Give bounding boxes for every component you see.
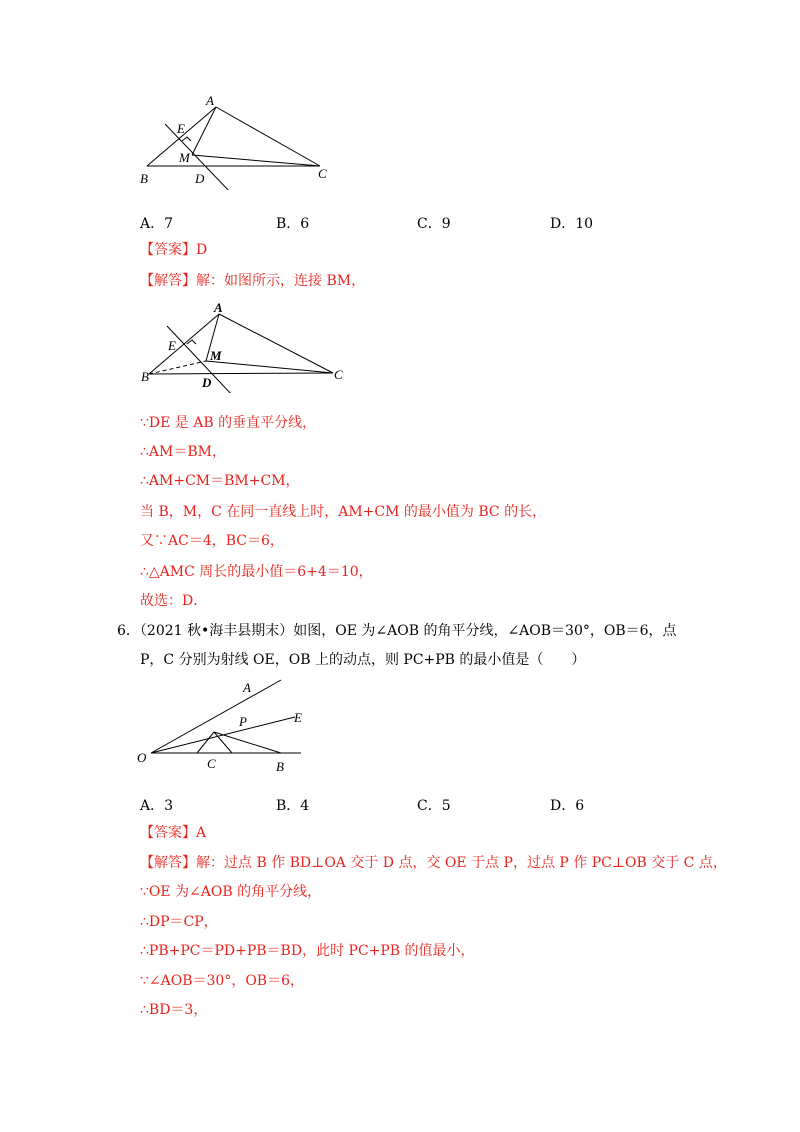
q5-step-3: ∴AM+CM＝BM+CM， (140, 473, 300, 489)
q6-stem-line-2: P，C 分别为射线 OE，OB 上的动点，则 PC+PB 的最小值是（ ） (140, 652, 586, 668)
svg-text:C: C (318, 166, 327, 181)
figure-angle-bisector (135, 676, 310, 776)
svg-text:D: D (202, 375, 212, 390)
q6-step-5: ∵∠AOB＝30°，OB＝6， (140, 973, 305, 989)
q6-step-3: ∴DP＝CP， (140, 914, 218, 930)
svg-text:M: M (179, 150, 190, 165)
q5-solution-intro: 【解答】解：如图所示，连接 BM， (140, 273, 366, 289)
q5-step-7: 故选：D． (140, 593, 208, 609)
q6-step-1: 【解答】解：过点 B 作 BD⊥OA 交于 D 点，交 OE 于点 P，过点 P 作 PC⊥OB 交于 C 点， (140, 855, 727, 871)
svg-text:O: O (137, 750, 147, 765)
q6-choice-d[interactable]: D．6 (550, 798, 585, 814)
q6-choice-c[interactable]: C．5 (417, 798, 451, 814)
svg-text:M: M (210, 348, 222, 363)
q6-choice-a[interactable]: A．3 (140, 798, 174, 814)
q6-choice-b[interactable]: B．4 (276, 798, 310, 814)
q6-stem-line-1: 6．（2021 秋•海丰县期末）如图，OE 为∠AOB 的角平分线，∠AOB＝30°，OB＝6，点 (117, 623, 677, 639)
q6-step-6: ∴BD＝3， (140, 1002, 208, 1018)
svg-text:C: C (334, 367, 343, 382)
svg-text:D: D (195, 171, 205, 186)
q5-choice-c[interactable]: C．9 (417, 216, 451, 232)
svg-text:A: A (243, 680, 251, 695)
q5-step-4: 当 B，M，C 在同一直线上时，AM+CM 的最小值为 BC 的长， (140, 504, 547, 520)
q5-choice-a[interactable]: A．7 (140, 216, 174, 232)
q5-step-5: 又∵AC＝4，BC＝6， (140, 533, 284, 549)
svg-text:B: B (140, 171, 148, 186)
svg-text:A: A (214, 300, 223, 315)
svg-text:B: B (141, 369, 149, 384)
q6-answer: 【答案】A (140, 825, 207, 841)
svg-text:B: B (276, 759, 284, 774)
q5-step-6: ∴△AMC 周长的最小值＝6+4＝10， (140, 564, 373, 580)
q5-answer: 【答案】D (140, 242, 208, 258)
figure-triangle-2 (135, 298, 350, 393)
svg-text:C: C (207, 756, 216, 771)
q5-step-1: ∵DE 是 AB 的垂直平分线， (140, 415, 317, 431)
svg-text:E: E (177, 121, 185, 136)
svg-text:E: E (168, 338, 176, 353)
q5-step-2: ∴AM＝BM， (140, 444, 226, 460)
svg-text:P: P (239, 714, 247, 729)
q5-choice-d[interactable]: D．10 (550, 216, 594, 232)
q6-step-2: ∵OE 为∠AOB 的角平分线， (140, 884, 322, 900)
figure-triangle-1 (135, 90, 335, 190)
q5-choice-b[interactable]: B．6 (276, 216, 310, 232)
q6-step-4: ∴PB+PC＝PD+PB＝BD，此时 PC+PB 的值最小， (140, 943, 475, 959)
svg-text:E: E (294, 710, 302, 725)
svg-text:A: A (206, 93, 214, 108)
